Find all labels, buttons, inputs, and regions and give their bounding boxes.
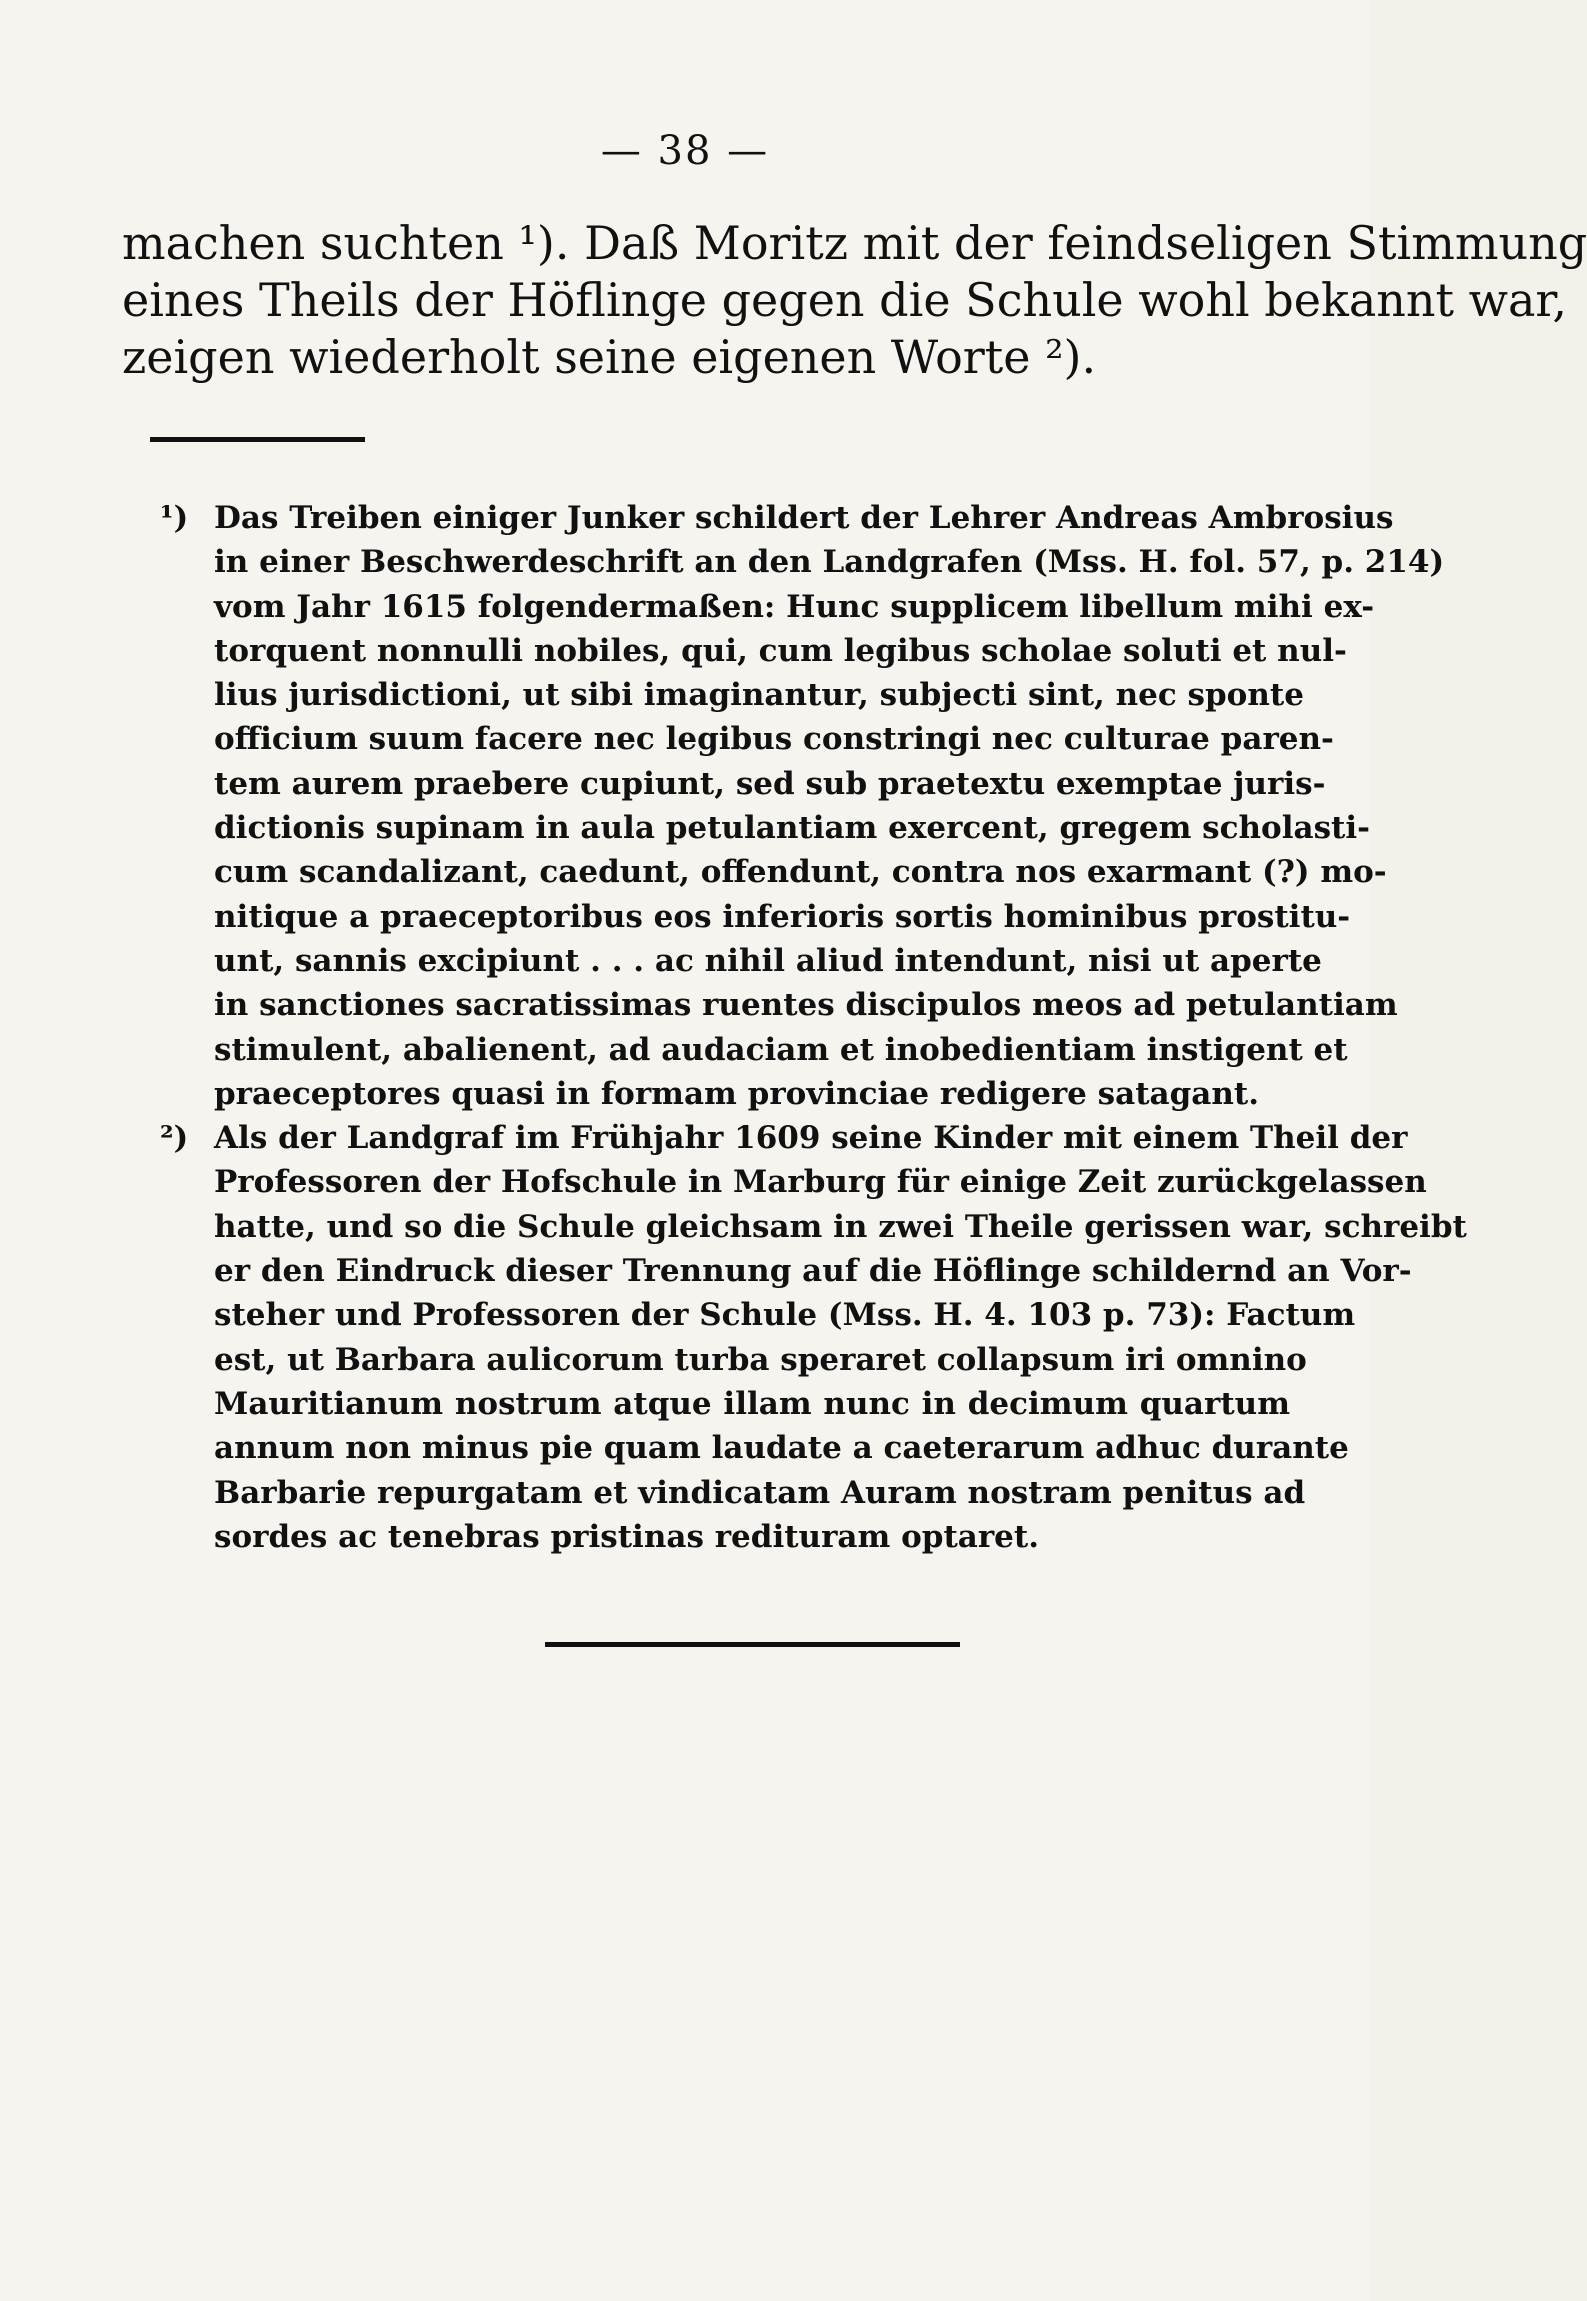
footnote-line: unt, sannis excipiunt . . . ac nihil aliud intendunt, nisi ut aperte [214, 942, 1322, 979]
main-text-line: zeigen wiederholt seine eigenen Worte ²). [122, 330, 1097, 384]
footnote-line: in einer Beschwerdeschrift an den Landgrafen (Mss. H. fol. 57, p. 214) [214, 544, 1445, 581]
footnote-marker: ²) [160, 1120, 189, 1157]
footnote-line: Professoren der Hofschule in Marburg für einige Zeit zurückgelassen [214, 1164, 1427, 1201]
main-text [122, 215, 1587, 386]
end-rule [545, 1642, 960, 1647]
footnote-line: stimulent, abalienent, ad audaciam et inobedientiam instigent et [214, 1031, 1348, 1068]
footnote-line: hatte, und so die Schule gleichsam in zwei Theile gerissen war, schreibt [214, 1208, 1467, 1245]
page-number: — 38 — [600, 128, 770, 174]
footnote-line: er den Eindruck dieser Trennung auf die Höflinge schildernd an Vor- [214, 1253, 1412, 1290]
footnotes [150, 496, 1467, 1559]
footnote-line: in sanctiones sacratissimas ruentes discipulos meos ad petulantiam [214, 987, 1398, 1024]
footnote-marker: ¹) [160, 500, 189, 536]
footnote-line: sordes ac tenebras pristinas redituram optaret. [214, 1518, 1040, 1555]
footnote-line: nitique a praeceptoribus eos inferioris sortis hominibus prostitu- [214, 898, 1351, 935]
footnote-line: officium suum facere nec legibus constringi nec culturae paren- [214, 721, 1334, 758]
footnote-line: annum non minus pie quam laudate a caeterarum adhuc durante [214, 1430, 1349, 1467]
footnote-line: lius jurisdictioni, ut sibi imaginantur, subjecti sint, nec sponte [214, 677, 1304, 714]
footnote-line: vom Jahr 1615 folgendermaßen: Hunc supplicem libellum mihi ex- [214, 588, 1375, 625]
footnote-2 [150, 1116, 1467, 1559]
footnote-line: torquent nonnulli nobiles, qui, cum legibus scholae soluti et nul- [214, 632, 1347, 669]
footnote-line: tem aurem praebere cupiunt, sed sub praetextu exemptae juris- [214, 765, 1326, 802]
footnote-line: Als der Landgraf im Frühjahr 1609 seine Kinder mit einem Theil der [214, 1120, 1408, 1157]
footnote-separator-rule [150, 437, 365, 442]
footnote-line: Mauritianum nostrum atque illam nunc in decimum quartum [214, 1385, 1290, 1422]
footnote-line: Barbarie repurgatam et vindicatam Auram nostram penitus ad [214, 1474, 1306, 1511]
footnote-line: cum scandalizant, caedunt, offendunt, contra nos exarmant (?) mo- [214, 854, 1387, 891]
main-text-line: eines Theils der Höflinge gegen die Schule wohl bekannt war, [122, 273, 1567, 327]
main-text-line: machen suchten ¹). Daß Moritz mit der feindseligen Stimmung [122, 216, 1587, 270]
footnote-line: est, ut Barbara aulicorum turba speraret collapsum iri omnino [214, 1341, 1307, 1378]
footnote-line: steher und Professoren der Schule (Mss. H. 4. 103 p. 73): Factum [214, 1297, 1356, 1334]
footnote-1 [150, 496, 1445, 1116]
footnote-line: Das Treiben einiger Junker schildert der Lehrer Andreas Ambrosius [214, 500, 1394, 536]
footnote-line: praeceptores quasi in formam provinciae redigere satagant. [214, 1075, 1260, 1112]
footnote-line: dictionis supinam in aula petulantiam exercent, gregem scholasti- [214, 810, 1370, 847]
